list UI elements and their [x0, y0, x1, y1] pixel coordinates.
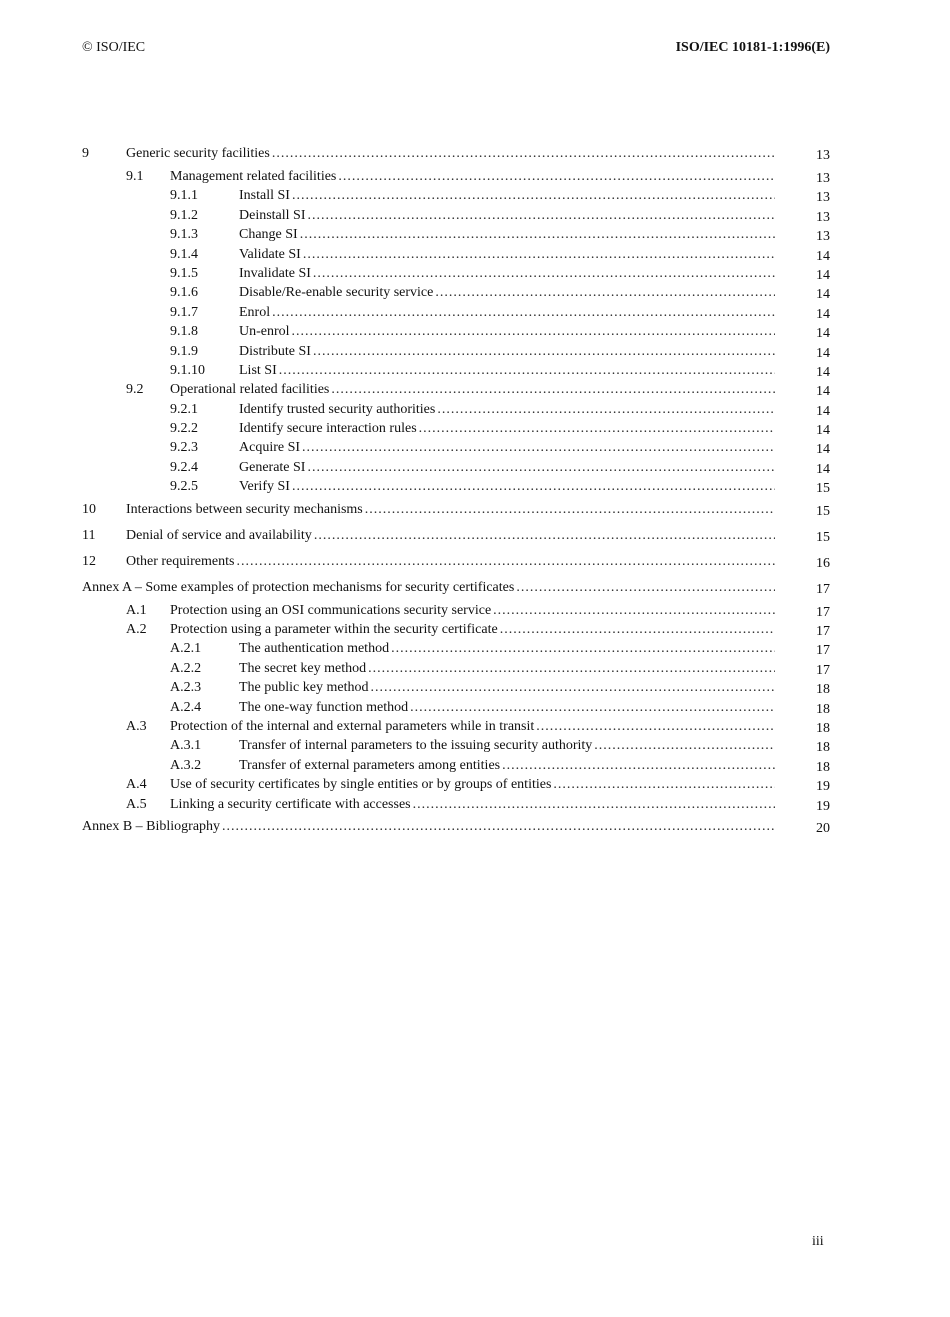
toc-entry-title: Use of security certificates by single entities or by groups of entities [170, 777, 552, 793]
toc-entry-title-with-leader [239, 186, 775, 205]
dot-leader [279, 361, 775, 380]
toc-entry-number: A.2.1 [170, 641, 202, 657]
toc-entry-title: Distribute SI [239, 343, 311, 359]
toc-entry-number: A.2.3 [170, 680, 202, 696]
toc-entry-title-with-leader [239, 206, 775, 225]
dot-leader [236, 549, 775, 575]
toc-entry-title-with-leader [239, 342, 775, 361]
toc-entry[interactable] [82, 264, 830, 283]
toc-entry-page: 14 [816, 345, 830, 361]
toc-entry[interactable] [82, 795, 830, 814]
toc-entry-title: Enrol [239, 304, 271, 320]
toc-entry[interactable] [82, 438, 830, 457]
dot-leader [300, 225, 775, 244]
toc-entry-title: Annex A – Some examples of protection mechanisms for security certificates [82, 579, 515, 595]
toc-entry-number: 9.1.1 [170, 188, 198, 204]
dot-leader [594, 736, 775, 755]
toc-entry-title-with-leader [170, 620, 775, 639]
table-of-contents [82, 141, 830, 840]
toc-entry-title: Protection of the internal and external parameters while in transit [170, 718, 535, 734]
toc-entry-title-with-leader [170, 717, 775, 736]
toc-entry-title-with-leader [239, 458, 775, 477]
dot-leader [365, 497, 775, 523]
toc-entry[interactable] [82, 736, 830, 755]
toc-entry-number: 9.1.6 [170, 285, 198, 301]
toc-entry-title-with-leader [239, 303, 775, 322]
toc-entry[interactable] [82, 717, 830, 736]
toc-entry[interactable] [82, 477, 830, 496]
dot-leader [368, 659, 775, 678]
dot-leader [303, 245, 775, 264]
toc-entry-number: 9.2.4 [170, 459, 198, 475]
dot-leader [292, 477, 775, 496]
toc-entry[interactable] [82, 756, 830, 775]
dot-leader [292, 186, 775, 205]
toc-entry-title-with-leader [126, 141, 775, 167]
toc-entry-page: 14 [816, 423, 830, 439]
dot-leader [313, 342, 775, 361]
toc-entry[interactable] [82, 342, 830, 361]
toc-entry-title-with-leader [239, 283, 775, 302]
toc-entry-number: A.3.1 [170, 738, 202, 754]
dot-leader [435, 283, 775, 302]
toc-entry-page: 20 [816, 820, 830, 836]
dot-leader [391, 639, 775, 658]
toc-entry-title: Generic security facilities [126, 146, 270, 161]
toc-entry-number: 9 [82, 146, 89, 161]
toc-entry-page: 14 [816, 326, 830, 342]
toc-entry-title: Operational related facilities [170, 382, 330, 398]
toc-entry-number: 9.1.9 [170, 343, 198, 359]
dot-leader [553, 775, 775, 794]
header-copyright: © ISO/IEC [82, 40, 146, 55]
toc-entry-number: 9.1.7 [170, 304, 198, 320]
toc-entry-title: The one-way function method [239, 699, 409, 715]
toc-entry[interactable] [82, 167, 830, 186]
toc-entry-title-with-leader [239, 736, 775, 755]
toc-entry-page: 17 [816, 643, 830, 659]
toc-entry-title: Linking a security certificate with accesses [170, 796, 411, 812]
toc-entry-title: Protection using a parameter within the security certificate [170, 622, 498, 638]
toc-entry-number: 9.2.2 [170, 421, 198, 437]
toc-entry-title: Annex B – Bibliography [82, 818, 221, 834]
dot-leader [313, 264, 775, 283]
toc-entry-title: Acquire SI [239, 440, 301, 456]
dot-leader [410, 698, 775, 717]
toc-entry-title-with-leader [239, 361, 775, 380]
toc-entry-page: 17 [816, 662, 830, 678]
toc-entry-number: A.4 [126, 777, 147, 793]
toc-entry-page: 14 [816, 384, 830, 400]
toc-entry-title-with-leader [126, 523, 775, 549]
toc-entry-title-with-leader [239, 264, 775, 283]
dot-leader [272, 303, 775, 322]
toc-entry-number: 9.1.4 [170, 246, 198, 262]
toc-entry[interactable] [82, 225, 830, 244]
toc-entry[interactable] [82, 245, 830, 264]
toc-entry-number: 12 [82, 553, 96, 569]
toc-entry-title: Deinstall SI [239, 207, 306, 223]
toc-entry-title-with-leader [239, 225, 775, 244]
toc-entry-title: The secret key method [239, 660, 367, 676]
toc-entry-page: 18 [816, 740, 830, 756]
toc-entry[interactable] [82, 400, 830, 419]
toc-entry-title: Generate SI [239, 459, 306, 475]
dot-leader [536, 717, 775, 736]
toc-entry-title: Validate SI [239, 246, 301, 262]
toc-entry-number: A.3.2 [170, 757, 202, 773]
toc-entry-page: 14 [816, 248, 830, 264]
dot-leader [331, 380, 775, 399]
toc-entry-title: Identify trusted security authorities [239, 401, 436, 417]
toc-entry-page: 13 [816, 148, 830, 163]
toc-entry-page: 13 [816, 229, 830, 245]
toc-entry-page: 14 [816, 403, 830, 419]
toc-entry[interactable] [82, 497, 830, 523]
toc-entry-number: 9.2.5 [170, 479, 198, 495]
toc-entry-number: 9.1.8 [170, 324, 198, 340]
dot-leader [302, 438, 775, 457]
toc-entry-page: 17 [816, 604, 830, 620]
toc-entry-title-with-leader [239, 400, 775, 419]
toc-entry[interactable] [82, 814, 830, 840]
dot-leader [292, 322, 775, 341]
toc-entry-number: 9.1.10 [170, 362, 205, 378]
toc-entry-page: 18 [816, 682, 830, 698]
toc-entry-title-with-leader [239, 659, 775, 678]
toc-entry[interactable] [82, 186, 830, 205]
dot-leader [419, 419, 775, 438]
toc-entry-title: The authentication method [239, 641, 390, 657]
toc-entry-title: List SI [239, 362, 277, 378]
dot-leader [500, 620, 775, 639]
toc-entry[interactable] [82, 639, 830, 658]
toc-entry-number: 9.1.5 [170, 265, 198, 281]
dot-leader [338, 167, 775, 186]
toc-entry-page: 14 [816, 306, 830, 322]
toc-entry-title: The public key method [239, 680, 369, 696]
toc-entry-number: 9.2.3 [170, 440, 198, 456]
dot-leader [314, 523, 775, 549]
toc-entry-number: A.2 [126, 622, 147, 638]
dot-leader [413, 795, 775, 814]
dot-leader [493, 601, 775, 620]
toc-entry-title-with-leader [170, 167, 775, 186]
toc-entry[interactable] [82, 678, 830, 697]
toc-entry-title-with-leader [239, 322, 775, 341]
toc-entry-page: 15 [816, 503, 830, 519]
toc-entry-title: Disable/Re-enable security service [239, 285, 434, 301]
dot-leader [272, 141, 775, 167]
toc-entry-page: 13 [816, 209, 830, 225]
toc-entry[interactable] [82, 380, 830, 399]
toc-entry-number: 9.2 [126, 382, 144, 398]
dot-leader [516, 575, 775, 601]
toc-entry-title: Invalidate SI [239, 265, 311, 281]
toc-entry-title: Management related facilities [170, 169, 337, 184]
toc-entry[interactable] [82, 361, 830, 380]
toc-entry[interactable] [82, 775, 830, 794]
toc-entry-title-with-leader [170, 601, 775, 620]
toc-entry-page: 15 [816, 529, 830, 545]
toc-entry[interactable] [82, 322, 830, 341]
toc-entry-page: 19 [816, 798, 830, 814]
toc-entry[interactable] [82, 206, 830, 225]
toc-entry[interactable] [82, 419, 830, 438]
toc-entry-page: 14 [816, 287, 830, 303]
toc-entry-title-with-leader [239, 245, 775, 264]
toc-entry-number: 11 [82, 527, 96, 543]
toc-entry[interactable] [82, 283, 830, 302]
toc-entry-page: 14 [816, 267, 830, 283]
toc-entry-title-with-leader [126, 549, 775, 575]
toc-entry-number: 10 [82, 501, 96, 517]
toc-entry-title-with-leader [170, 775, 775, 794]
toc-entry[interactable] [82, 698, 830, 717]
toc-entry[interactable] [82, 523, 830, 549]
dot-leader [307, 458, 775, 477]
toc-entry-page: 18 [816, 759, 830, 775]
toc-entry-page: 14 [816, 442, 830, 458]
toc-entry-number: A.1 [126, 602, 147, 618]
toc-entry-page: 16 [816, 555, 830, 571]
dot-leader [308, 206, 776, 225]
toc-entry-title: Un-enrol [239, 324, 290, 340]
toc-entry-title-with-leader [239, 678, 775, 697]
dot-leader [370, 678, 775, 697]
toc-entry-page: 14 [816, 364, 830, 380]
toc-entry[interactable] [82, 575, 830, 601]
toc-entry-page: 17 [816, 624, 830, 640]
toc-entry-title-with-leader [126, 497, 775, 523]
toc-entry-title-with-leader [239, 756, 775, 775]
toc-entry[interactable] [82, 620, 830, 639]
toc-entry-number: 9.2.1 [170, 401, 198, 417]
toc-entry-title: Other requirements [126, 553, 235, 569]
toc-entry-page: 18 [816, 720, 830, 736]
toc-entry-title: Interactions between security mechanisms [126, 501, 363, 517]
toc-entry[interactable] [82, 458, 830, 477]
toc-entry-page: 17 [816, 581, 830, 597]
dot-leader [437, 400, 775, 419]
toc-entry-page: 15 [816, 481, 830, 497]
dot-leader [222, 814, 775, 840]
toc-entry-page: 18 [816, 701, 830, 717]
toc-entry-page: 14 [816, 461, 830, 477]
toc-entry-title-with-leader [82, 814, 775, 840]
toc-entry-page: 13 [816, 171, 830, 186]
toc-entry-title-with-leader [239, 698, 775, 717]
toc-entry-number: A.5 [126, 796, 147, 812]
toc-entry-title: Identify secure interaction rules [239, 421, 417, 437]
toc-entry-page: 13 [816, 190, 830, 206]
toc-entry-title-with-leader [239, 419, 775, 438]
toc-entry-title: Transfer of external parameters among entities [239, 757, 501, 773]
header-standard-id: ISO/IEC 10181-1:1996(E) [675, 40, 830, 55]
toc-entry-number: 9.1 [126, 169, 144, 184]
page-number: iii [812, 1234, 824, 1249]
toc-entry-title: Change SI [239, 227, 298, 243]
toc-entry-title: Transfer of internal parameters to the issuing security authority [239, 738, 593, 754]
toc-entry-title: Protection using an OSI communications security service [170, 602, 492, 618]
toc-entry[interactable] [82, 303, 830, 322]
toc-entry-title-with-leader [239, 438, 775, 457]
toc-entry-title-with-leader [239, 477, 775, 496]
toc-entry-number: 9.1.3 [170, 227, 198, 243]
toc-entry-number: A.2.4 [170, 699, 202, 715]
toc-entry-title: Denial of service and availability [126, 527, 312, 543]
toc-entry[interactable] [82, 141, 830, 167]
toc-entry[interactable] [82, 549, 830, 575]
dot-leader [502, 756, 775, 775]
toc-entry-page: 19 [816, 779, 830, 795]
toc-entry-title-with-leader [239, 639, 775, 658]
toc-entry[interactable] [82, 659, 830, 678]
toc-entry-title: Verify SI [239, 479, 290, 495]
toc-entry-title-with-leader [82, 575, 775, 601]
toc-entry-number: 9.1.2 [170, 207, 198, 223]
toc-entry-title-with-leader [170, 795, 775, 814]
toc-entry[interactable] [82, 601, 830, 620]
toc-entry-number: A.2.2 [170, 660, 202, 676]
toc-entry-title: Install SI [239, 188, 290, 204]
toc-entry-title-with-leader [170, 380, 775, 399]
toc-entry-number: A.3 [126, 718, 147, 734]
